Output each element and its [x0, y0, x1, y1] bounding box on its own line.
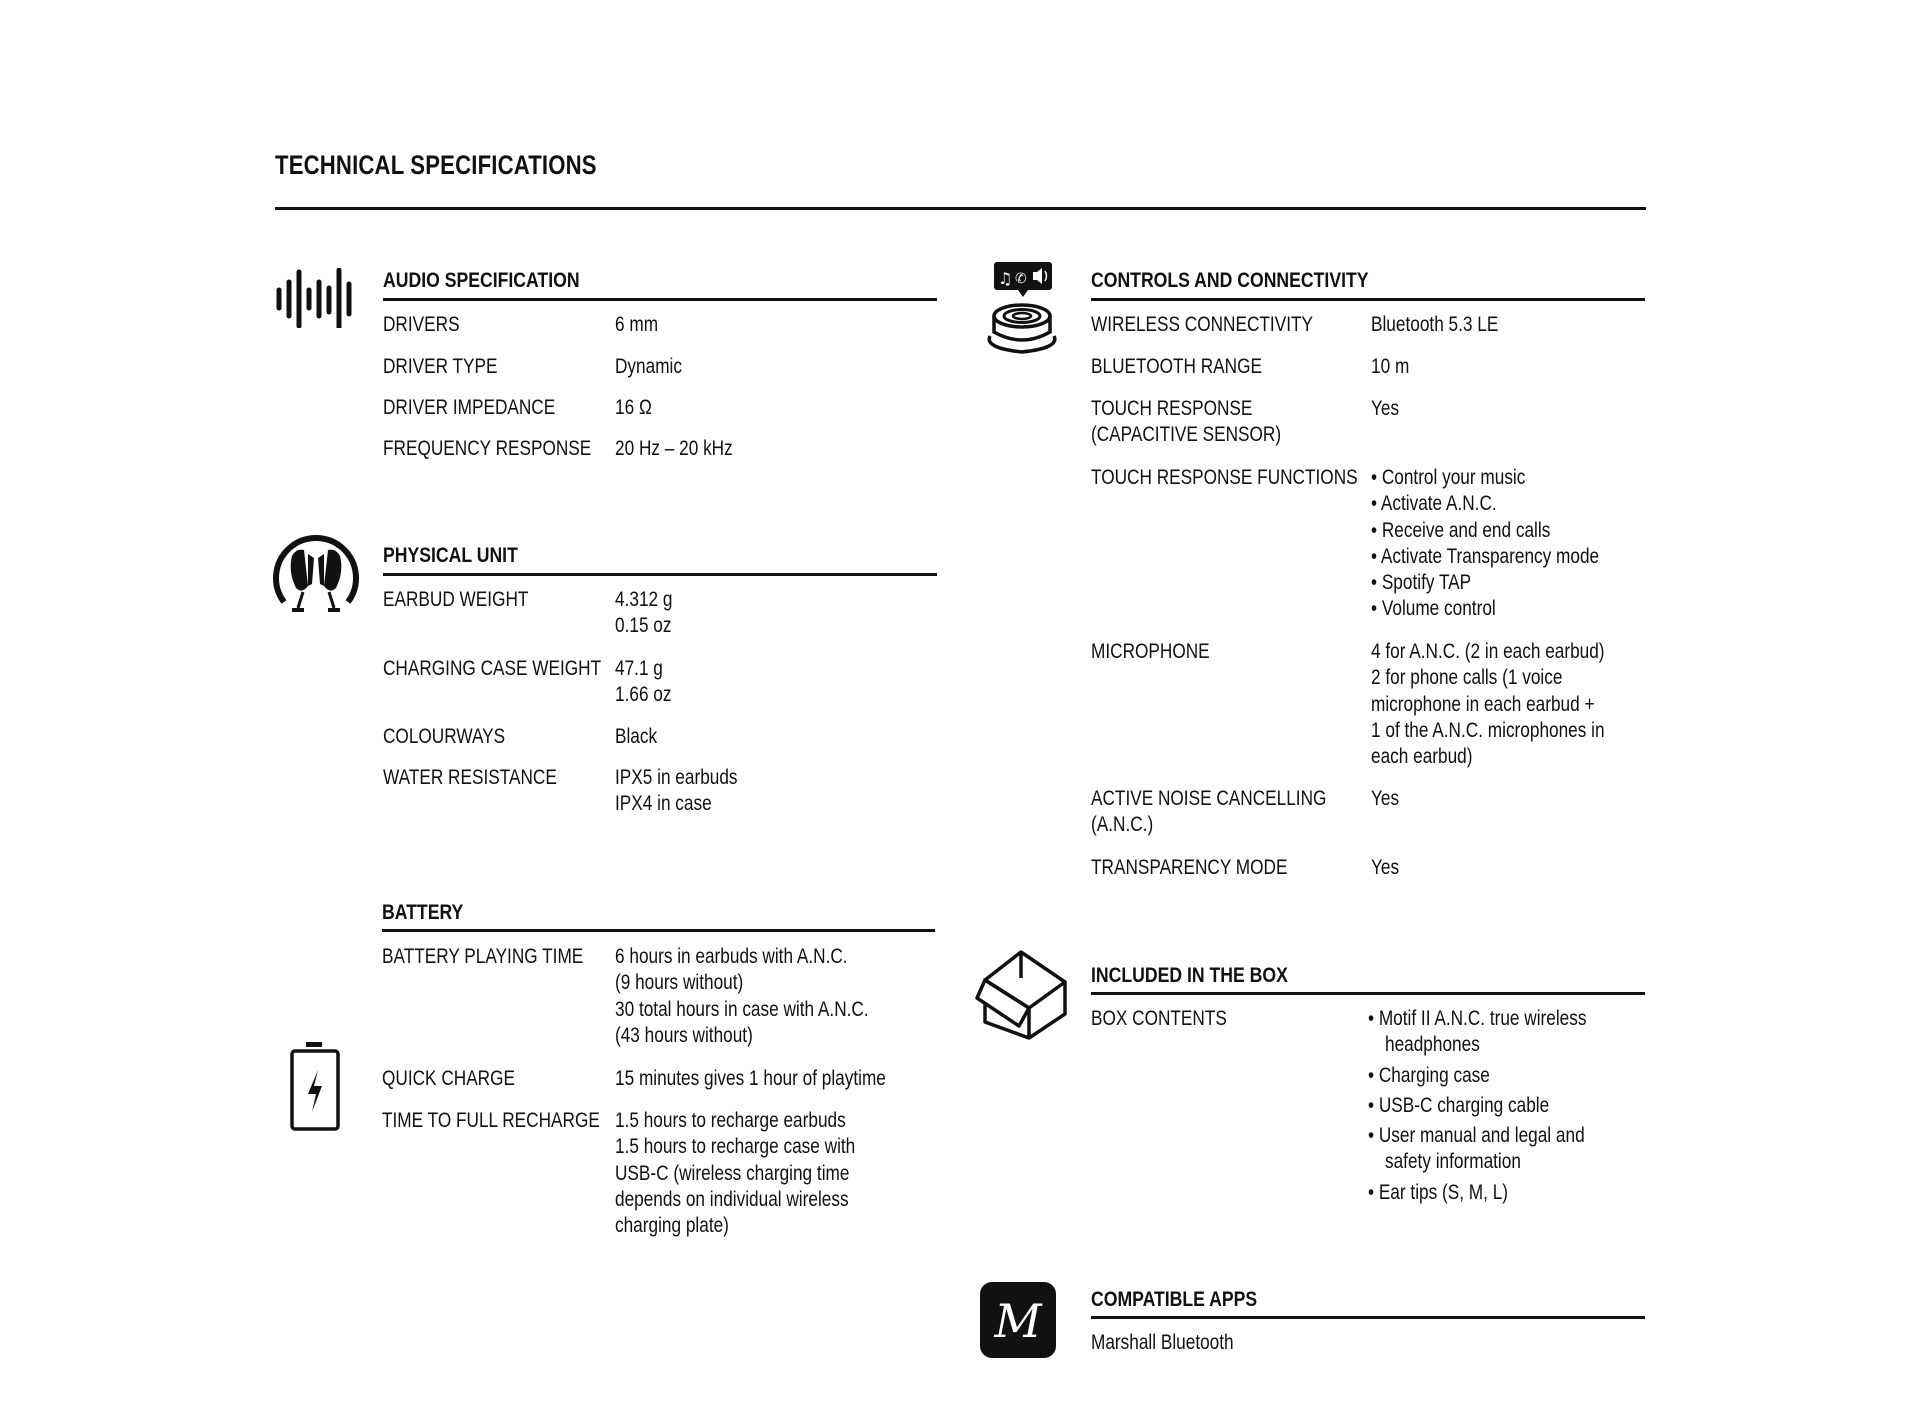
spec-label: MICROPHONE	[1091, 640, 1210, 663]
spec-label: TOUCH RESPONSE FUNCTIONS	[1091, 466, 1358, 489]
bullet-list-touch-functions	[1371, 465, 1649, 623]
spec-value: Black	[615, 725, 658, 748]
section-divider	[1091, 298, 1645, 301]
spec-label: CHARGING CASE WEIGHT	[383, 657, 602, 680]
spec-value: Bluetooth 5.3 LE	[1371, 313, 1499, 336]
svg-text:♫: ♫	[998, 269, 1013, 288]
marshall-app-icon	[980, 1282, 1056, 1358]
app-name: Marshall Bluetooth	[1091, 1331, 1234, 1354]
spec-label: BLUETOOTH RANGE	[1091, 355, 1262, 378]
spec-value: IPX5 in earbuds IPX4 in case	[615, 766, 738, 816]
spec-value: Yes	[1371, 856, 1400, 879]
section-divider	[382, 929, 935, 932]
spec-value: 10 m	[1371, 355, 1410, 378]
spec-value: 4.312 g 0.15 oz	[615, 588, 673, 638]
list-item: • Ear tips (S, M, L)	[1368, 1180, 1509, 1204]
section-heading-apps: COMPATIBLE APPS	[1091, 1287, 1258, 1311]
spec-label: DRIVER TYPE	[383, 355, 498, 378]
spec-value: Dynamic	[615, 355, 682, 378]
list-item: • USB-C charging cable	[1368, 1093, 1550, 1117]
spec-label: WATER RESISTANCE	[383, 766, 557, 789]
section-heading-battery: BATTERY	[382, 900, 464, 924]
list-item: • Volume control	[1371, 597, 1496, 621]
section-heading-physical: PHYSICAL UNIT	[383, 543, 518, 567]
section-divider	[1091, 992, 1645, 995]
spec-label: TIME TO FULL RECHARGE	[382, 1109, 600, 1132]
spec-value: 15 minutes gives 1 hour of playtime	[615, 1067, 886, 1090]
list-item: • Motif II A.N.C. true wireless headphones	[1368, 1007, 1587, 1057]
spec-label: QUICK CHARGE	[382, 1067, 515, 1090]
spec-value: 1.5 hours to recharge earbuds 1.5 hours to recharge case with USB-C (wireless charging time depends on individual wireless charging plate)	[615, 1109, 856, 1238]
spec-value: 20 Hz – 20 kHz	[615, 437, 733, 460]
list-item: • Spotify TAP	[1371, 571, 1472, 595]
section-heading-audio: AUDIO SPECIFICATION	[383, 268, 580, 292]
spec-label: DRIVER IMPEDANCE	[383, 396, 556, 419]
open-box-icon	[973, 948, 1073, 1042]
spec-label: DRIVERS	[383, 313, 460, 336]
list-item: • User manual and legal and safety information	[1368, 1124, 1585, 1174]
bullet-list-box-contents	[1368, 1006, 1634, 1206]
spec-value: 4 for A.N.C. (2 in each earbud) 2 for phone calls (1 voice microphone in each earbud + 1 of the A.N.C. microphones in each earbud)	[1371, 640, 1605, 769]
section-heading-controls: CONTROLS AND CONNECTIVITY	[1091, 268, 1369, 292]
spec-label: COLOURWAYS	[383, 725, 506, 748]
list-item: • Charging case	[1368, 1063, 1490, 1087]
list-item: • Activate Transparency mode	[1371, 544, 1600, 568]
spec-label: FREQUENCY RESPONSE	[383, 437, 592, 460]
section-divider	[1091, 1316, 1645, 1319]
list-item: • Control your music	[1371, 466, 1526, 489]
spec-value: Yes	[1371, 397, 1400, 420]
spec-value: 6 hours in earbuds with A.N.C. (9 hours without) 30 total hours in case with A.N.C. (43 hours without)	[615, 945, 869, 1047]
spec-value: 16 Ω	[615, 396, 652, 419]
battery-charging-icon	[288, 1040, 342, 1132]
section-divider	[383, 298, 937, 301]
spec-label: TOUCH RESPONSE (CAPACITIVE SENSOR)	[1091, 397, 1282, 447]
section-heading-box: INCLUDED IN THE BOX	[1091, 963, 1288, 987]
spec-value: 47.1 g 1.66 oz	[615, 657, 672, 707]
touch-control-icon	[984, 260, 1060, 362]
headphones-icon	[270, 528, 362, 620]
list-item: • Activate A.N.C.	[1371, 492, 1497, 516]
title-divider	[275, 207, 1646, 210]
spec-label: ACTIVE NOISE CANCELLING (A.N.C.)	[1091, 787, 1327, 837]
spec-label: BATTERY PLAYING TIME	[382, 945, 584, 968]
section-divider	[383, 573, 937, 576]
spec-label: EARBUD WEIGHT	[383, 588, 529, 611]
spec-label: BOX CONTENTS	[1091, 1007, 1227, 1030]
list-item: • Receive and end calls	[1371, 518, 1551, 542]
spec-value: 6 mm	[615, 313, 659, 336]
spec-label: TRANSPARENCY MODE	[1091, 856, 1288, 879]
sound-wave-icon	[275, 268, 355, 328]
page-title: TECHNICAL SPECIFICATIONS	[275, 150, 597, 180]
spec-value: Yes	[1371, 787, 1400, 810]
spec-label: WIRELESS CONNECTIVITY	[1091, 313, 1313, 336]
svg-text:✆: ✆	[1015, 271, 1027, 287]
svg-text:M: M	[994, 1294, 1042, 1348]
